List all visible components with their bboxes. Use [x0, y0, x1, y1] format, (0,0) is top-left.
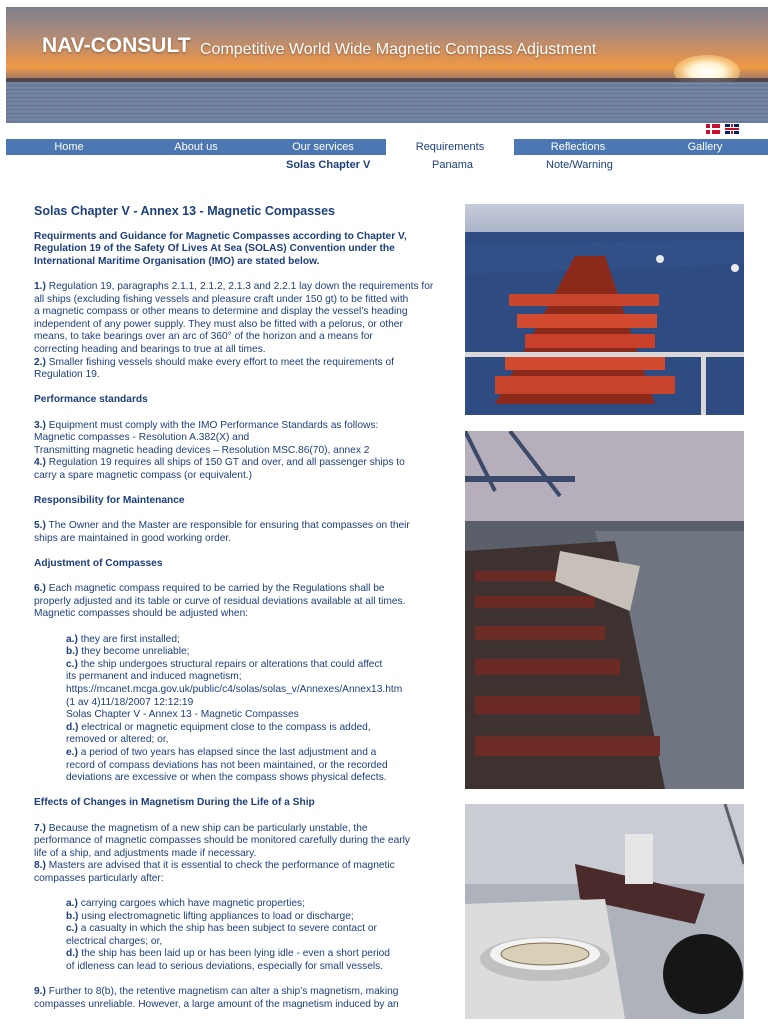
nav-item-gallery[interactable]: Gallery — [642, 139, 768, 155]
uk-flag-icon[interactable] — [725, 124, 739, 134]
nav-item-reflections[interactable]: Reflections — [514, 139, 642, 155]
subnav-item-panama[interactable]: Panama — [432, 159, 473, 171]
heading-adjustment: Adjustment of Compasses — [34, 558, 163, 570]
page-title: Solas Chapter V - Annex 13 - Magnetic Compasses — [34, 204, 336, 218]
intro-paragraph: Requirments and Guidance for Magnetic Compasses according to Chapter V, Regulation 19 of the Safety Of Lives At Sea (SOLAS) Convention under the International Maritime Organisation (IMO) are stated below. — [34, 230, 407, 267]
paragraph-9: 9.) Further to 8(b), the retentive magnetism can alter a ship’s magnetism, making compasses unreliable. However, a large amount of the magnetism induced by an — [34, 986, 399, 1010]
bridge-compass-photo — [465, 804, 744, 1019]
nav-item-requirements[interactable]: Requirements — [386, 139, 514, 155]
site-tagline: Competitive World Wide Magnetic Compass Adjustment — [200, 41, 597, 58]
shipyard-crane-photo — [465, 431, 744, 789]
paragraph-5: 5.) The Owner and the Master are responsible for ensuring that compasses on their ships are maintained in good working order. — [34, 520, 410, 544]
header-banner — [6, 7, 768, 123]
container-ship-deck-photo — [465, 204, 744, 415]
adjustment-list: a.) they are first installed; b.) they become unreliable; c.) the ship undergoes structural repairs or alterations that could affect its permanent and induced magnetism; https://mcanet.mcga.gov.uk/public/c4/solas/solas_v/Annexes/Annex13.htm (1 av 4)11/18/2007 12:12:19 Solas Chapter V - Annex 13 - Magnetic Compasses d.) electrical or magnetic equipment close to the compass is added, removed or altered; or, e.) a period of two years has elapsed since the last adjustment and a record of compass deviations has not been maintained, or the recorded deviations are excessive or when the compass shows physical defects. — [34, 634, 452, 785]
paragraph-1: 1.) Regulation 19, paragraphs 2.1.1, 2.1.2, 2.1.3 and 2.2.1 lay down the requirements for all ships (excluding fishing vessels and pleasure craft under 150 gt) to be fitted with a magnetic compass or other means to determine and display the vessel’s heading independent of any power supply. They must also be fitted with a pelorus, or other means, to take bearings over an arc of 360° of the horizon and a means for correcting heading and bearings to true at all times. 2.) Smaller fishing vessels should make every effort to meet the requirements of Regulation 19. — [34, 280, 434, 381]
main-nav — [6, 139, 768, 155]
main-content — [34, 205, 452, 1024]
nav-item-our-services[interactable]: Our services — [260, 139, 386, 155]
heading-responsibility: Responsibility for Maintenance — [34, 495, 185, 507]
subnav-item-note-warning[interactable]: Note/Warning — [546, 159, 613, 171]
paragraph-3-4: 3.) Equipment must comply with the IMO Performance Standards as follows: Magnetic compasses - Resolution A.382(X) and Transmitting magnetic heading devices – Resolution MSC.86(70), annex 2 4.) Regulation 19 requires all ships of 150 GT and over, and all passenger ships to carry a spare magnetic compass (or equivalent.) — [34, 419, 405, 481]
danish-flag-icon[interactable] — [706, 124, 720, 134]
paragraph-6: 6.) Each magnetic compass required to be carried by the Regulations shall be properly adjusted and its table or curve of residual deviations available at all times. Magnetic compasses should be adjusted when: — [34, 583, 406, 620]
subnav-item-solas[interactable]: Solas Chapter V — [286, 159, 371, 171]
paragraph-7-8: 7.) Because the magnetism of a new ship can be particularly unstable, the performance of magnetic compasses should be monitored carefully during the early life of a ship, and adjustments made if necessary. 8.) Masters are advised that it is essential to check the performance of magnetic compasses particularly after: — [34, 822, 411, 884]
magnetism-check-list: a.) carrying cargoes which have magnetic properties; b.) using electromagnetic lifting appliances to load or discharge; c.) a casualty in which the ship has been subject to severe contact or electrical charges; or, d.) the ship has been laid up or has been lying idle - even a short period of idleness can lead to serious deviations, especially for small vessels. — [66, 898, 390, 973]
heading-effects: Effects of Changes in Magnetism During the Life of a Ship — [34, 797, 315, 809]
nav-item-about-us[interactable]: About us — [132, 139, 260, 155]
source-url[interactable]: https://mcanet.mcga.gov.uk/public/c4/solas/solas_v/Annexes/Annex13.htm — [66, 683, 403, 695]
brand-logo[interactable]: NAV-CONSULT — [42, 34, 191, 57]
nav-item-home[interactable]: Home — [6, 139, 132, 155]
sea-surface — [6, 82, 768, 123]
heading-performance-standards: Performance standards — [34, 394, 148, 406]
